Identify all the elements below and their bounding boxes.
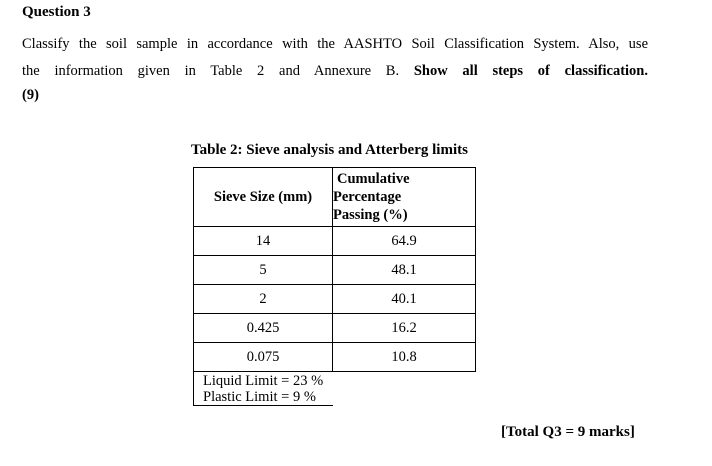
header-passing — [333, 168, 476, 227]
header-passing-line-1: Cumulative — [337, 171, 410, 187]
header-sieve-size: Sieve Size (mm) — [194, 168, 333, 227]
cell-sieve: 0.425 — [194, 314, 333, 343]
atterberg-row — [194, 372, 476, 406]
cell-sieve: 2 — [194, 285, 333, 314]
cell-passing: 64.9 — [333, 227, 476, 256]
table-row — [194, 314, 476, 343]
empty-cell — [333, 372, 476, 406]
question-line-2 — [22, 58, 648, 85]
header-passing-line-2: Percentage — [333, 189, 402, 205]
liquid-limit: Liquid Limit = 23 % — [203, 372, 324, 389]
question-line-1: Classify the soil sample in accordance with the AASHTO Soil Classification System. Also, use — [22, 36, 648, 52]
atterberg-limits-cell — [194, 372, 333, 406]
question-marks: (9) — [22, 87, 39, 103]
total-marks: [Total Q3 = 9 marks] — [501, 424, 635, 440]
table-row — [194, 343, 476, 372]
table-caption: Table 2: Sieve analysis and Atterberg limits — [191, 142, 468, 158]
cell-passing: 10.8 — [333, 343, 476, 372]
table-row — [194, 227, 476, 256]
cell-sieve: 0.075 — [194, 343, 333, 372]
sieve-table — [193, 167, 476, 406]
cell-passing: 40.1 — [333, 285, 476, 314]
header-passing-line-3: Passing (%) — [333, 207, 408, 223]
cell-passing: 16.2 — [333, 314, 476, 343]
question-text — [22, 31, 648, 85]
question-line-2-bold: Show all steps of classification. — [413, 63, 648, 79]
table-row — [194, 285, 476, 314]
question-line-2-plain: the information given in Table 2 and Annexure B. — [22, 63, 400, 79]
question-title: Question 3 — [22, 4, 91, 20]
cell-sieve: 5 — [194, 256, 333, 285]
cell-sieve: 14 — [194, 227, 333, 256]
plastic-limit: Plastic Limit = 9 % — [203, 388, 316, 405]
cell-passing: 48.1 — [333, 256, 476, 285]
table-row — [194, 256, 476, 285]
table-header-row — [194, 168, 476, 227]
